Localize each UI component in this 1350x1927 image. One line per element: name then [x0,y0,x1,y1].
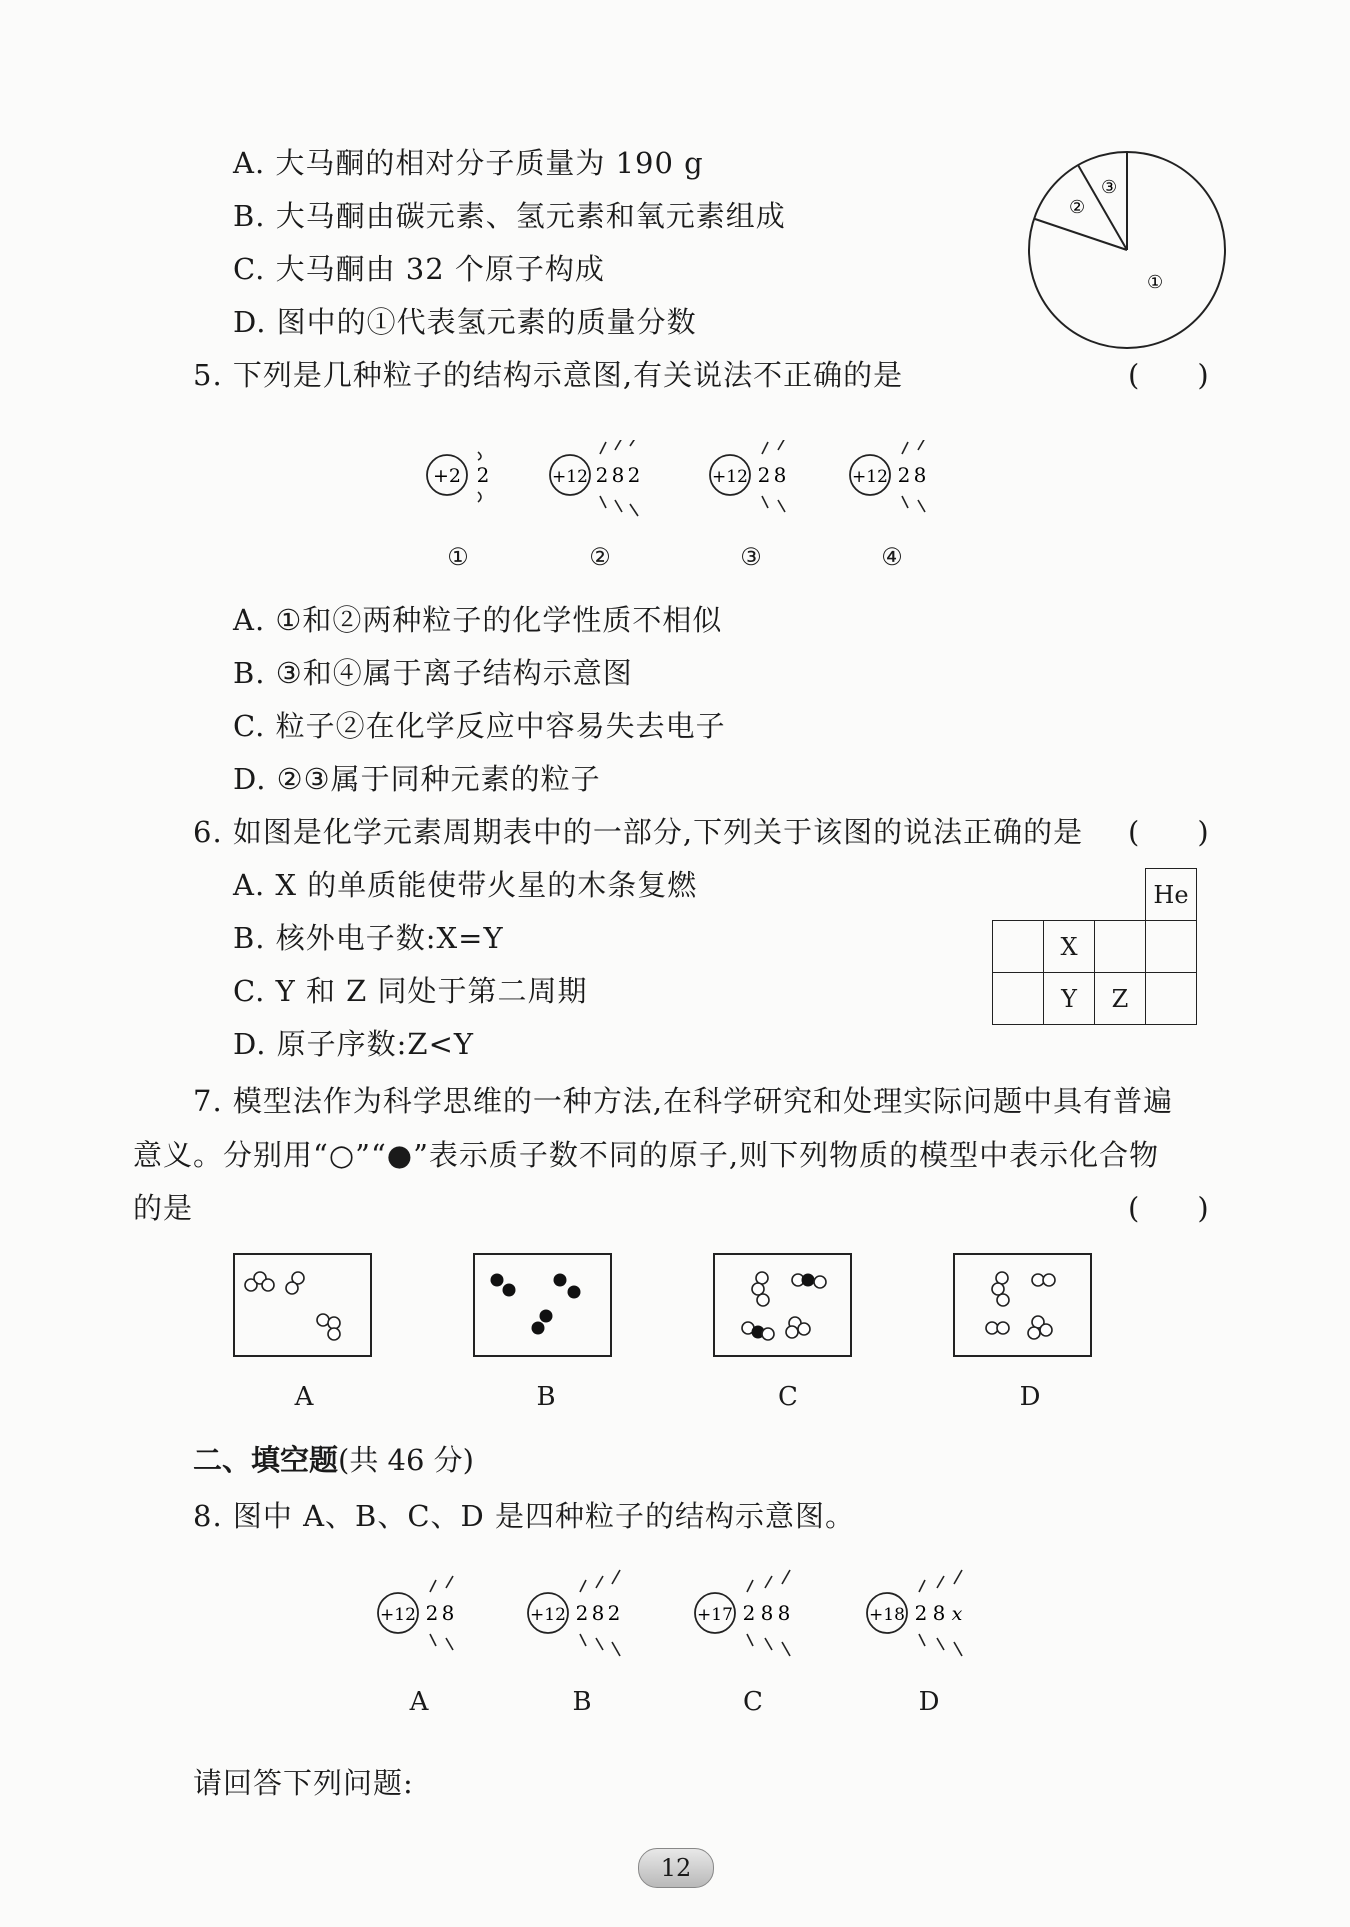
q5-stem: 5. 下列是几种粒子的结构示意图,有关说法不正确的是 [193,358,904,392]
q5-answer-paren: ( ) [1128,358,1209,392]
svg-text:+2: +2 [432,465,462,487]
q5-label-1: ① [447,543,469,571]
q8-diagrams [360,1568,1020,1658]
q6-answer-paren: ( ) [1128,815,1209,849]
pie-divider-3 [1035,219,1127,250]
section-2-score: (共 46 分) [338,1443,474,1477]
q7-model-boxes [230,1250,1110,1360]
model-box-d [954,1254,1091,1356]
svg-text:8: 8 [932,1601,946,1625]
q5-diagram-1 [427,452,489,502]
svg-text:8: 8 [913,463,927,487]
q7-answer-paren: ( ) [1128,1191,1209,1225]
q8-diagram-d [867,1570,963,1656]
svg-text:+12: +12 [712,467,748,487]
cell-he: He [1146,869,1197,921]
q8-stem: 8. 图中 A、B、C、D 是四种粒子的结构示意图。 [193,1499,856,1533]
model-box-a [234,1254,371,1356]
q6-stem: 6. 如图是化学元素周期表中的一部分,下列关于该图的说法正确的是 [193,815,1084,849]
model-box-c [714,1254,851,1356]
q7-label-b: B [536,1382,556,1412]
q7-label-a: A [294,1382,314,1412]
section-2-title [193,1442,474,1478]
svg-text:2: 2 [627,463,641,487]
q5-option-c: C. 粒子②在化学反应中容易失去电子 [233,709,726,743]
q5-label-4: ④ [881,543,903,571]
q6-option-c: C. Y 和 Z 同处于第二周期 [233,974,588,1008]
q5-diagram-4 [850,440,926,512]
svg-text:2: 2 [425,1601,439,1625]
q7-line-3: 的是 [133,1191,194,1225]
svg-text:2: 2 [575,1601,589,1625]
pie-label-1: ① [1147,272,1164,293]
svg-text:+12: +12 [852,467,888,487]
svg-text:8: 8 [591,1601,605,1625]
svg-text:8: 8 [777,1601,791,1625]
q7-line-1: 7. 模型法作为科学思维的一种方法,在科学研究和处理实际问题中具有普遍 [193,1084,1174,1118]
q5-label-3: ③ [740,543,762,571]
svg-text:8: 8 [441,1601,455,1625]
q7-label-c: C [778,1382,798,1412]
q5-option-d: D. ②③属于同种元素的粒子 [233,762,601,796]
q5-diagram-2 [550,440,640,516]
cell-y: Y [1044,973,1095,1025]
section-2-heading: 二、填空题 [193,1443,339,1477]
q4-option-d: D. 图中的①代表氢元素的质量分数 [233,305,697,339]
svg-text:+17: +17 [697,1605,733,1625]
svg-text:+12: +12 [530,1605,566,1625]
svg-text:2: 2 [742,1601,756,1625]
q7-line-2: 意义。分别用“○”“●”表示质子数不同的原子,则下列物质的模型中表示化合物 [133,1138,1160,1172]
svg-text:2: 2 [607,1601,621,1625]
model-box-b [474,1254,611,1356]
page-number: 12 [638,1848,714,1888]
q8-diagram-a [378,1576,454,1650]
svg-text:2: 2 [595,463,609,487]
q8-prompt: 请回答下列问题: [193,1766,414,1800]
svg-text:8: 8 [611,463,625,487]
svg-text:+12: +12 [552,467,588,487]
q6-option-a: A. X 的单质能使带火星的木条复燃 [233,868,698,902]
q4-option-b: B. 大马酮由碳元素、氢元素和氧元素组成 [233,199,786,233]
periodic-table-fragment [992,868,1197,1025]
q8-label-c: C [743,1687,763,1717]
svg-text:2: 2 [757,463,771,487]
pie-label-3: ③ [1101,177,1118,198]
q5-label-2: ② [589,543,611,571]
q8-diagram-b [528,1570,620,1656]
q5-option-b: B. ③和④属于离子结构示意图 [233,656,633,690]
svg-text:+12: +12 [380,1605,416,1625]
q8-diagram-c [695,1570,790,1656]
svg-text:8: 8 [773,463,787,487]
cell-z: Z [1095,973,1146,1025]
cell-x: X [1044,921,1095,973]
q5-option-a: A. ①和②两种粒子的化学性质不相似 [233,603,723,637]
q7-label-d: D [1019,1382,1041,1412]
pie-label-2: ② [1069,197,1086,218]
mass-fraction-pie [1025,148,1230,353]
svg-text:2: 2 [476,463,490,487]
q5-diagram-3 [710,440,786,512]
q8-label-a: A [409,1687,429,1717]
q6-option-d: D. 原子序数:Z<Y [233,1027,475,1061]
q4-option-c: C. 大马酮由 32 个原子构成 [233,252,605,286]
svg-text:+18: +18 [869,1605,905,1625]
q4-option-a: A. 大马酮的相对分子质量为 190 g [233,146,704,180]
q8-label-b: B [572,1687,592,1717]
q5-diagrams [410,440,970,530]
q8-label-d: D [918,1687,940,1717]
svg-text:8: 8 [760,1601,774,1625]
q6-option-b: B. 核外电子数:X=Y [233,921,504,955]
svg-text:2: 2 [914,1601,928,1625]
svg-text:x: x [951,1603,963,1625]
svg-text:2: 2 [897,463,911,487]
